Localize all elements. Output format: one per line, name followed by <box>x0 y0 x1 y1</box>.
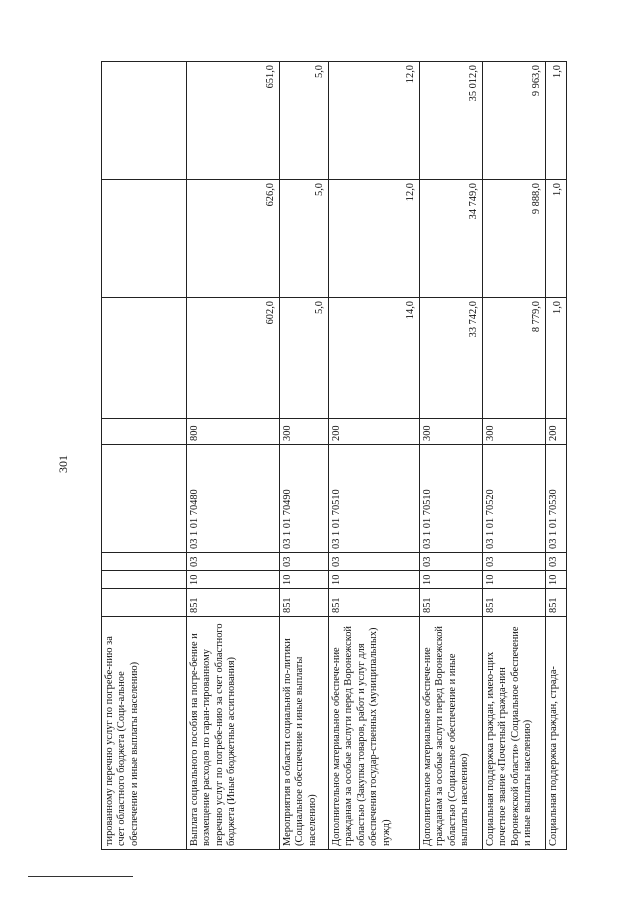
row-csr: 03 1 01 70510 <box>420 445 483 553</box>
row-name: тированному перечню услуг по погребе-нию за счет областного бюджета (Соци-альное обеспечение и иные выплаты населению) <box>102 617 187 850</box>
row-pr: 03 <box>546 553 567 571</box>
row-csr: 03 1 01 70520 <box>483 445 546 553</box>
row-year1: 14,0 <box>329 298 420 419</box>
row-year1: 1,0 <box>546 298 567 419</box>
row-pr: 03 <box>329 553 420 571</box>
row-csr: 03 1 01 70530 <box>546 445 567 553</box>
row-grbs: 851 <box>420 589 483 617</box>
row-csr <box>102 445 187 553</box>
row-vr: 800 <box>187 419 280 445</box>
row-grbs: 851 <box>329 589 420 617</box>
row-vr: 300 <box>483 419 546 445</box>
row-year2 <box>102 180 187 298</box>
row-name: Выплата социального пособия на погре-бение и возмещение расходов по гаран-тированному перечню услуг по погребе-нию за счет областного бюджета (Иные бюджетные ассигнования) <box>187 617 280 850</box>
row-year2: 34 749,0 <box>420 180 483 298</box>
row-name: Дополнительное материальное обеспече-ние гражданам за особые заслуги перед Воронежской областью (Закупка товаров, работ и услуг для обеспечения государ-ственных (муниципальных) нужд) <box>329 617 420 850</box>
row-rz: 10 <box>280 571 329 589</box>
row-year2: 5,0 <box>280 180 329 298</box>
row-year1: 33 742,0 <box>420 298 483 419</box>
table-row <box>483 62 546 850</box>
row-csr: 03 1 01 70490 <box>280 445 329 553</box>
row-year2: 9 888,0 <box>483 180 546 298</box>
table-row <box>102 62 187 850</box>
row-rz: 10 <box>420 571 483 589</box>
row-rz: 10 <box>546 571 567 589</box>
row-year1: 5,0 <box>280 298 329 419</box>
row-year3: 5,0 <box>280 62 329 180</box>
row-vr: 200 <box>329 419 420 445</box>
page-number: 301 <box>56 455 70 473</box>
row-pr: 03 <box>483 553 546 571</box>
row-csr: 03 1 01 70480 <box>187 445 280 553</box>
row-vr: 300 <box>420 419 483 445</box>
row-year1: 602,0 <box>187 298 280 419</box>
row-rz: 10 <box>187 571 280 589</box>
row-rz: 10 <box>329 571 420 589</box>
row-csr: 03 1 01 70510 <box>329 445 420 553</box>
row-grbs: 851 <box>280 589 329 617</box>
table-row <box>280 62 329 850</box>
row-vr: 300 <box>280 419 329 445</box>
row-year3: 651,0 <box>187 62 280 180</box>
row-year3: 35 012,0 <box>420 62 483 180</box>
budget-table <box>101 61 567 850</box>
table-row <box>187 62 280 850</box>
table-row <box>420 62 483 850</box>
row-year3: 1,0 <box>546 62 567 180</box>
row-grbs: 851 <box>187 589 280 617</box>
row-year3: 12,0 <box>329 62 420 180</box>
row-grbs: 851 <box>483 589 546 617</box>
row-name: Мероприятия в области социальной по-литики (Социальное обеспечение и иные выплаты населению) <box>280 617 329 850</box>
row-grbs: 851 <box>546 589 567 617</box>
row-rz <box>102 571 187 589</box>
table-row <box>546 62 567 850</box>
row-name: Социальная поддержка граждан, имею-щих почетное звание «Почетный гражда-нин Воронежской области» (Социальное обеспечение и иные выплаты населению) <box>483 617 546 850</box>
row-year2: 1,0 <box>546 180 567 298</box>
row-year3: 9 963,0 <box>483 62 546 180</box>
rotated-table-container <box>101 62 591 850</box>
row-pr: 03 <box>280 553 329 571</box>
budget-table-region <box>101 62 640 846</box>
footer-rule <box>28 876 133 877</box>
row-vr: 200 <box>546 419 567 445</box>
table-row <box>329 62 420 850</box>
row-rz: 10 <box>483 571 546 589</box>
row-year2: 12,0 <box>329 180 420 298</box>
row-pr: 03 <box>187 553 280 571</box>
row-name: Дополнительное материальное обеспече-ние гражданам за особые заслуги перед Воронежской областью (Социальное обеспечение и иные выплаты населению) <box>420 617 483 850</box>
budget-table-body <box>102 62 567 850</box>
row-year1 <box>102 298 187 419</box>
row-vr <box>102 419 187 445</box>
row-year1: 8 779,0 <box>483 298 546 419</box>
row-name: Социальная поддержка граждан, страда- <box>546 617 567 850</box>
row-pr: 03 <box>420 553 483 571</box>
row-grbs <box>102 589 187 617</box>
row-year3 <box>102 62 187 180</box>
row-pr <box>102 553 187 571</box>
row-year2: 626,0 <box>187 180 280 298</box>
